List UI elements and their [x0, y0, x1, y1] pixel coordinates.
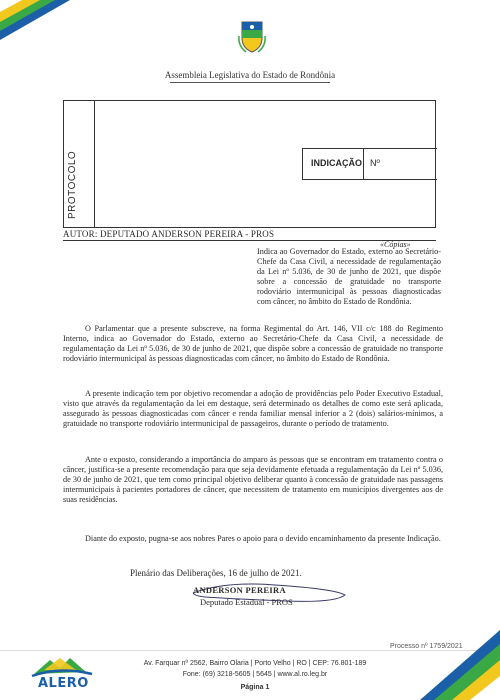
footer-contact: Fone: (69) 3218-5605 | 5645 | www.al.ro.leg.br — [182, 671, 328, 678]
number-label: Nº — [370, 158, 380, 168]
body-paragraph-4: Diante do exposto, pugna-se aos nobres Pares o apoio para o devido encaminhamento da presente Indicação. — [85, 534, 441, 543]
alero-logo-text: ALERO — [38, 676, 89, 691]
body-paragraph-3: Ante o exposto, considerando a importância do amparo às pessoas que se encontram em tratamento contra o câncer, justifica-se a presente recomendação para que seja devidamente efetuada a regulamentação da Lei nº 5.036, de 30 de junho de 2021, que tem como principal objetivo deliberar quanto à concessão de gratuidade nas passagens intermunicipais à pacientes portadores de câncer, que necessitem de tratamento em municípios divergentes aos de suas residências. — [63, 455, 443, 504]
indication-label: INDICAÇÃO — [311, 158, 362, 168]
protocol-box — [63, 100, 436, 228]
state-crest-icon — [238, 18, 266, 54]
indication-number-box — [302, 148, 437, 180]
process-number: Processo nº 1759/2021 — [390, 643, 463, 650]
body-paragraph-2: A presente indicação tem por objetivo recomendar a adoção de providências pelo Poder Executivo Estadual, visto que através da regulamentação da lei em destaque, será determinado os detalhes de como este será aplicada, assegurado às pessoas diagnosticadas com câncer e renda familiar mensal inferior a 2 (dois) salários-mínimos, a gratuidade no transporte rodoviário intermunicipal de passageiros, durante o período de tratamento. — [63, 389, 443, 428]
assembly-title: Assembleia Legislativa do Estado de Rondônia — [164, 70, 336, 80]
footer-address: Av. Farquar nº 2562, Bairro Olaria | Porto Velho | RO | CEP: 76.801-189 — [143, 660, 367, 667]
copies-marker: «Cópias» — [380, 240, 411, 249]
signer-name: ANDERSON PEREIRA — [193, 585, 286, 595]
signer-role: Deputado Estadual - PROS — [200, 597, 293, 607]
protocol-column — [64, 101, 95, 227]
indication-divider — [363, 149, 364, 179]
plenary-date: Plenário das Deliberações, 16 de julho de 2021. — [130, 568, 302, 578]
corner-flag-decoration — [0, 0, 70, 40]
summary-paragraph: Indica ao Governador do Estado, externo ao Secretário-Chefe da Casa Civil, a necessidade de regulamentação da Lei nº 5.036, de 30 de junho de 2021, que dispõe sobre a concessão de gratuidade no transporte rodoviário intermunicipal às pessoas diagnosticadas com câncer, no âmbito do Estado de Rondônia. — [257, 247, 441, 306]
author-line: AUTOR: DEPUTADO ANDERSON PEREIRA - PROS — [63, 229, 436, 241]
title-underline — [170, 82, 330, 83]
corner-flag-decoration-bottom — [420, 630, 500, 700]
protocol-label: PROTOCOLO — [67, 150, 78, 219]
page-number: Página 1 — [240, 684, 270, 691]
body-paragraph-1: O Parlamentar que a presente subscreve, na forma Regimental do Art. 146, VII c/c 188 do Regimento Interno, indica ao Governador do Estado, externo ao Secretário-Chefe da Casa Civil, a necessidade de regulamentação da Lei nº 5.036, de 30 de junho de 2021, que dispõe sobre a concessão de gratuidade no transporte rodoviário intermunicipal às pessoas diagnosticadas com câncer, no âmbito do Estado de Rondônia. — [63, 324, 443, 363]
